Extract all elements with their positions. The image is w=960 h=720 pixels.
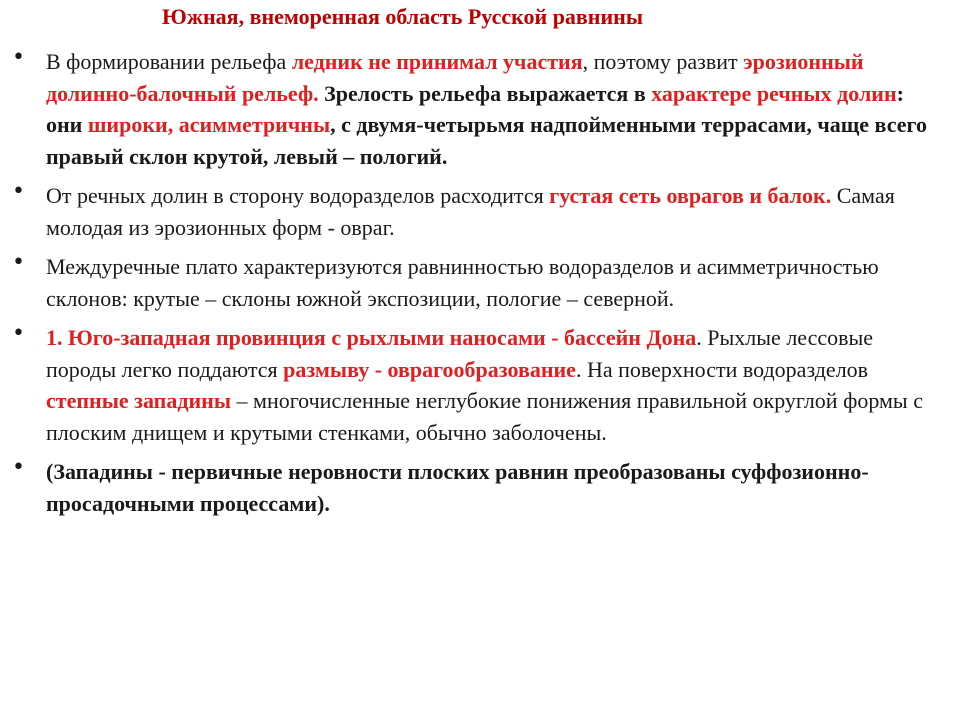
highlight-erosion-relief: эрозионный долинно-балочный рельеф. [46, 49, 864, 106]
bullet-item-glacier [12, 45, 938, 172]
highlight-wide-asymmetric: широки, асимметричны [87, 112, 331, 137]
text-segment: , поэтому развит [582, 49, 744, 74]
highlight-southwest-province: 1. Юго-западная провинция с рыхлыми наносами - бассейн Дона [46, 325, 697, 350]
text-segment-bold: Зрелость рельефа выражается в [318, 80, 652, 106]
text-segment: – многочисленные неглубокие понижения правильной округлой формы с плоским днищем и крутыми стенками, обычно заболочены. [46, 388, 923, 445]
text-segment-bold: : они [46, 80, 904, 137]
text-segment: От речных долин в сторону водоразделов расходится [46, 183, 550, 208]
highlight-ravine-network: густая сеть оврагов и балок. [549, 183, 832, 208]
text-segment-bold: , с двумя-четырьмя надпойменными террасами, чаще всего правый склон крутой, левый – пологий. [46, 112, 927, 169]
bullet-marker-icon: • [12, 455, 25, 480]
text-segment: . Рыхлые лессовые породы легко поддаются [46, 325, 874, 382]
text-segment-bold: (Западины - первичные неровности плоских равнин преобразованы суффозионно-просадочными процессами). [46, 459, 869, 516]
text-segment: В формировании рельефа [46, 49, 292, 74]
highlight-steppe-depressions: степные западины [46, 388, 232, 413]
bullet-item-plateaus [12, 250, 938, 314]
text-segment: Междуречные плато характеризуются равнинностью водоразделов и асимметричностью склонов: крутые – склоны южной экспозиции, пологие – северной. [46, 254, 879, 311]
bullet-item-southwest-province [12, 321, 938, 448]
bullet-item-depressions [12, 455, 938, 519]
text-segment: Самая молодая из эрозионных форм - овраг. [46, 183, 895, 240]
bullet-list [12, 45, 938, 527]
highlight-erosion-gullies: размыву - оврагообразование [283, 356, 576, 382]
bullet-marker-icon: • [12, 45, 25, 70]
bullet-marker-icon: • [12, 179, 25, 204]
bullet-item-ravines [12, 179, 938, 243]
highlight-no-glacier: ледник не принимал участия [291, 49, 583, 74]
highlight-river-valleys: характере речных долин [651, 80, 897, 106]
text-segment: . На поверхности водоразделов [575, 356, 869, 382]
bullet-marker-icon: • [12, 321, 25, 346]
slide-title: Южная, внеморенная область Русской равнины [162, 4, 644, 29]
bullet-marker-icon: • [12, 250, 25, 275]
